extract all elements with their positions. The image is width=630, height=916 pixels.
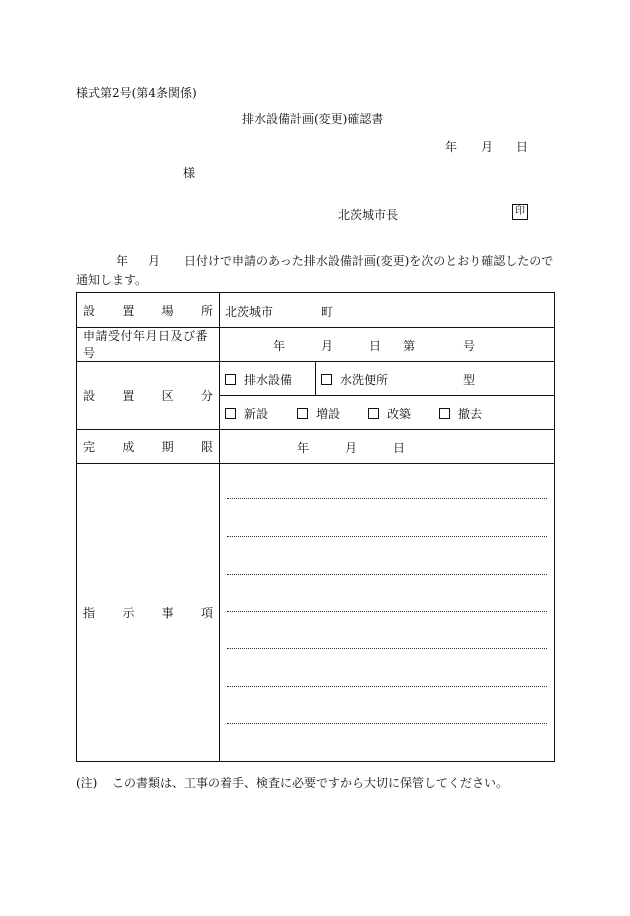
checkbox-toilet[interactable] xyxy=(321,374,332,385)
location-city: 北茨城市 xyxy=(225,305,274,319)
completion-label: 完 成 期 限 xyxy=(83,439,213,454)
note-label: (注) xyxy=(76,776,98,790)
option-toilet[interactable]: 水洗便所 xyxy=(321,371,388,388)
completion-year: 年 xyxy=(297,441,310,455)
option-remove[interactable]: 撤去 xyxy=(439,405,482,422)
instructions-line[interactable] xyxy=(227,574,547,575)
application-day: 日 xyxy=(369,339,382,353)
completion-day: 日 xyxy=(393,441,406,455)
application-go: 号 xyxy=(463,339,476,353)
option-drainage[interactable]: 排水設備 xyxy=(225,371,292,388)
instructions-line[interactable] xyxy=(227,723,547,724)
application-label: 申請受付年月日及び番号 xyxy=(83,329,209,360)
row-divider xyxy=(219,395,554,396)
checkbox-remove[interactable] xyxy=(439,408,450,419)
note-text: この書類は、工事の着手、検査に必要ですから大切に保管してください。 xyxy=(112,776,509,790)
instructions-line[interactable] xyxy=(227,686,547,687)
location-label: 設 置 場 所 xyxy=(83,303,213,318)
toilet-type-suffix: 型 xyxy=(463,373,476,387)
confirmation-form-table xyxy=(76,292,555,762)
instructions-line[interactable] xyxy=(227,536,547,537)
instructions-line[interactable] xyxy=(227,611,547,612)
seal-mark: 印 xyxy=(512,204,528,220)
issuer-name: 北茨城市長 xyxy=(338,208,399,222)
intro-year: 年 xyxy=(116,254,129,268)
checkbox-new[interactable] xyxy=(225,408,236,419)
completion-month: 月 xyxy=(345,441,358,455)
intro-line1: 日付けで申請のあった排水設備計画(変更)を次のとおり確認したので xyxy=(184,254,554,268)
location-town: 町 xyxy=(321,305,334,319)
application-year: 年 xyxy=(273,339,286,353)
option-new[interactable]: 新設 xyxy=(225,405,268,422)
intro-month: 月 xyxy=(148,254,161,268)
addressee-honorific: 様 xyxy=(183,166,196,180)
instructions-line[interactable] xyxy=(227,648,547,649)
intro-line2: 通知します。 xyxy=(76,273,148,287)
date-day-label: 日 xyxy=(516,140,529,154)
category-inner-divider xyxy=(315,361,316,395)
checkbox-drainage[interactable] xyxy=(225,374,236,385)
application-month: 月 xyxy=(321,339,334,353)
option-expand[interactable]: 増設 xyxy=(297,405,340,422)
date-month-label: 月 xyxy=(481,140,494,154)
date-year-label: 年 xyxy=(445,140,458,154)
form-number: 様式第2号(第4条関係) xyxy=(76,86,197,100)
option-renovate[interactable]: 改築 xyxy=(368,405,411,422)
checkbox-expand[interactable] xyxy=(297,408,308,419)
instructions-label: 指 示 事 項 xyxy=(83,605,213,620)
column-divider xyxy=(219,293,220,761)
instructions-line[interactable] xyxy=(227,498,547,499)
category-label: 設 置 区 分 xyxy=(83,388,213,403)
document-title: 排水設備計画(変更)確認書 xyxy=(242,112,384,126)
application-dai: 第 xyxy=(403,339,416,353)
checkbox-renovate[interactable] xyxy=(368,408,379,419)
